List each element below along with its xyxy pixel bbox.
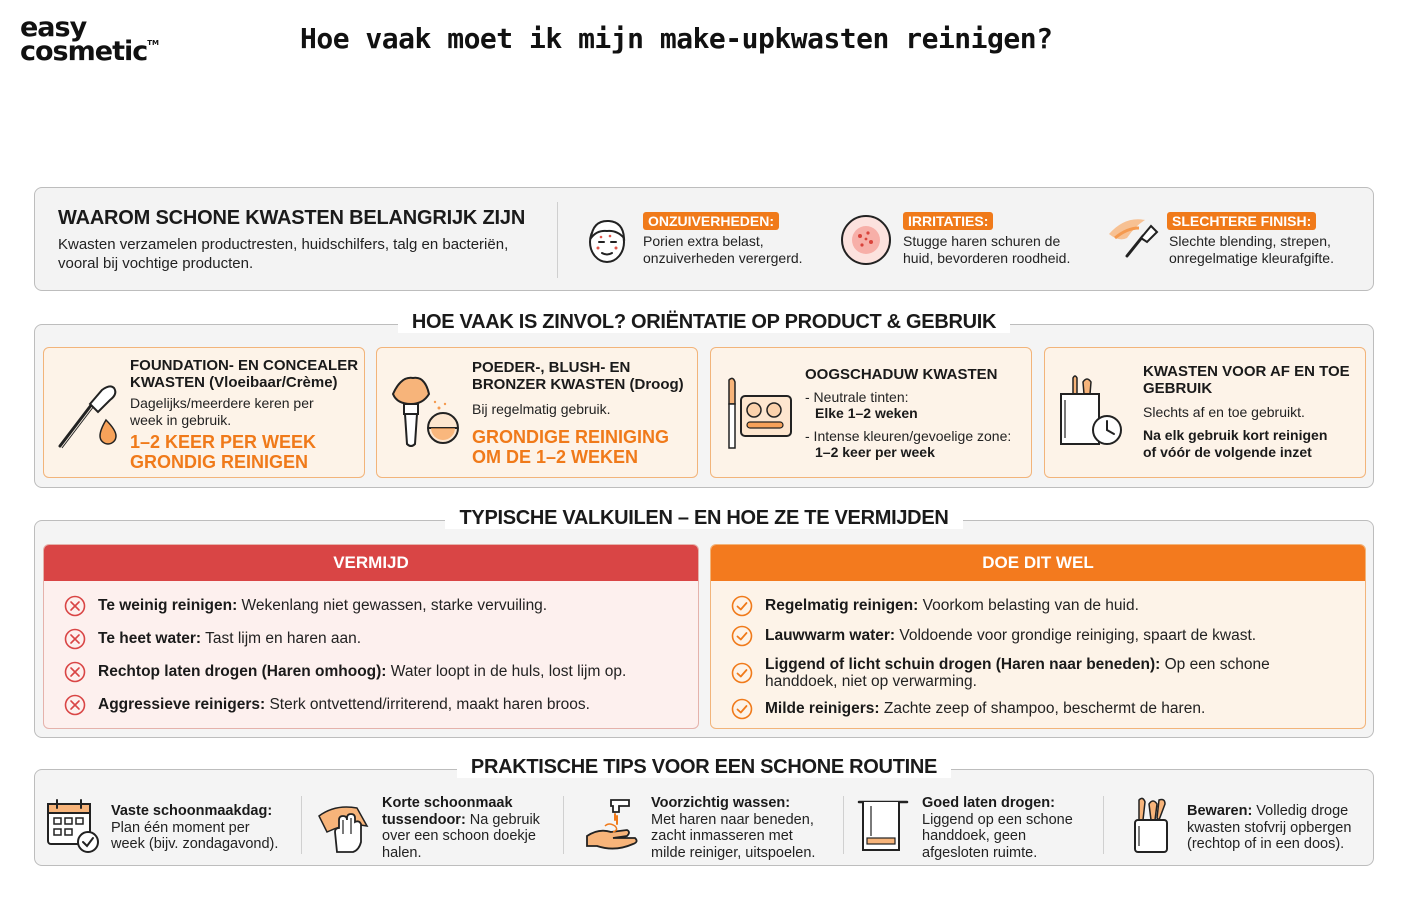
tip-schedule xyxy=(45,792,305,860)
avoid-item-bold: Te heet water: xyxy=(98,630,202,647)
foundation-brush-icon xyxy=(54,374,126,452)
tip-separator xyxy=(1103,796,1104,854)
card-bold: Elke 1–2 weken xyxy=(815,405,918,421)
effect-line: onregelmatige kleurafgifte. xyxy=(1169,250,1334,266)
tip-line: handdoek, geen xyxy=(922,828,1027,844)
effect-line: Slechte blending, strepen, xyxy=(1169,233,1331,249)
do-item-bold: Milde reinigers: xyxy=(765,700,880,717)
tip-line: Plan één moment per xyxy=(111,819,250,836)
do-item xyxy=(731,597,1139,617)
card-text: week in gebruik. xyxy=(130,412,232,428)
tip-wash xyxy=(585,792,845,860)
card-title: BRONZER KWASTEN (Droog) xyxy=(472,376,684,393)
do-header: DOE DIT WEL xyxy=(711,545,1365,581)
effect-line: huid, bevorderen roodheid. xyxy=(903,250,1071,266)
frequency-panel xyxy=(34,311,1374,488)
tip-quick-clean xyxy=(317,792,577,860)
frequency-heading: HOE VAAK IS ZINVOL? ORIËNTATIE OP PRODUCT & GEBRUIK xyxy=(398,311,1010,333)
frequency-card-powder xyxy=(376,347,698,478)
brush-streak-icon xyxy=(1105,212,1161,268)
frequency-card-eyeshadow xyxy=(710,347,1032,478)
tip-line: Na gebruik xyxy=(465,811,540,828)
brand-logo xyxy=(20,12,159,68)
tips-panel xyxy=(34,756,1374,866)
tip-title: Voorzichtig wassen: xyxy=(651,795,791,811)
frequency-card-foundation xyxy=(43,347,365,478)
card-bold: Na elk gebruik kort reinigen xyxy=(1143,427,1328,443)
check-circle-icon xyxy=(731,662,753,684)
tip-separator xyxy=(843,796,844,854)
card-title: FOUNDATION- EN CONCEALER xyxy=(130,357,359,374)
towel-rack-icon xyxy=(857,796,913,856)
eyeshadow-palette-icon xyxy=(721,374,793,452)
tip-separator xyxy=(301,796,302,854)
avoid-item xyxy=(64,696,590,716)
do-item-text: handdoek, niet op verwarming. xyxy=(765,673,977,690)
cross-circle-icon xyxy=(64,694,86,716)
avoid-item xyxy=(64,630,361,650)
tip-storage xyxy=(1129,792,1369,860)
card-text: Bij regelmatig gebruik. xyxy=(472,401,611,417)
calendar-check-icon xyxy=(45,796,101,856)
brand-line1: easy xyxy=(20,12,87,43)
do-item-text: Voldoende voor grondige reiniging, spaart de kwast. xyxy=(895,627,1257,644)
pitfalls-panel xyxy=(34,507,1374,738)
effect-finish xyxy=(1105,212,1370,272)
do-item-text: Voorkom belasting van de huid. xyxy=(918,597,1139,614)
page-title: Hoe vaak moet ik mijn make-upkwasten reinigen? xyxy=(300,22,1053,55)
avoid-item-text: Tast lijm en haren aan. xyxy=(201,630,362,647)
effect-line: Porien extra belast, xyxy=(643,233,764,249)
check-circle-icon xyxy=(731,698,753,720)
card-emphasis: OM DE 1–2 WEKEN xyxy=(472,447,639,467)
tip-line: Volledig droge xyxy=(1252,803,1349,819)
do-item xyxy=(731,656,1270,690)
effect-badge: SLECHTERE FINISH: xyxy=(1167,212,1316,230)
do-item xyxy=(731,627,1256,647)
card-emphasis: GRONDIG REINIGEN xyxy=(130,452,309,472)
card-emphasis: 1–2 KEER PER WEEK xyxy=(130,432,317,452)
do-column xyxy=(710,544,1366,729)
avoid-item xyxy=(64,597,547,617)
hand-wipe-icon xyxy=(317,796,373,856)
card-bold: of vóór de volgende inzet xyxy=(1143,444,1312,460)
tip-line: Met haren naar beneden, xyxy=(651,811,814,828)
faucet-wash-icon xyxy=(585,796,641,856)
avoid-item-text: Sterk ontvettend/irriterend, maakt haren broos. xyxy=(265,696,590,713)
tip-title: Korte schoonmaak xyxy=(382,795,513,811)
effect-badge: IRRITATIES: xyxy=(903,212,993,230)
tip-line: milde reiniger, uitspoelen. xyxy=(651,844,816,861)
tip-title: Bewaren: xyxy=(1187,803,1253,819)
tip-line: afgesloten ruimte. xyxy=(922,844,1038,861)
why-text: Kwasten verzamelen productresten, huidschilfers, talg en bacteriën, vooral bij vochtige producten. xyxy=(58,236,509,272)
why-title: WAAROM SCHONE KWASTEN BELANGRIJK ZIJN xyxy=(58,207,526,229)
tip-line: over een schoon doekje xyxy=(382,828,536,844)
brush-cup-icon xyxy=(1129,796,1185,856)
do-item-bold: Liggend of licht schuin drogen (Haren naar beneden): xyxy=(765,656,1161,673)
card-title: GEBRUIK xyxy=(1143,380,1213,397)
cross-circle-icon xyxy=(64,628,86,650)
avoid-item-text: Wekenlang niet gewassen, starke vervuiling. xyxy=(237,597,548,614)
check-circle-icon xyxy=(731,595,753,617)
card-title: KWASTEN (Vloeibaar/Crème) xyxy=(130,374,338,391)
face-impurities-icon xyxy=(583,212,639,268)
powder-brush-icon xyxy=(387,374,459,452)
irritated-skin-icon xyxy=(840,212,896,268)
tips-heading: PRAKTISCHE TIPS VOOR EEN SCHONE ROUTINE xyxy=(457,756,951,778)
do-item-text: Zachte zeep of shampoo, beschermt de haren. xyxy=(879,700,1206,717)
why-divider xyxy=(557,202,558,278)
effect-irritation xyxy=(840,212,1090,272)
avoid-item xyxy=(64,663,626,683)
tip-line: zacht inmasseren met xyxy=(651,828,793,844)
cross-circle-icon xyxy=(64,661,86,683)
check-circle-icon xyxy=(731,625,753,647)
tip-line: (rechtop of in een doos). xyxy=(1187,836,1345,852)
card-title: OOGSCHADUW KWASTEN xyxy=(805,366,998,383)
frequency-card-occasional xyxy=(1044,347,1366,478)
brand-line2: cosmetic xyxy=(20,36,148,68)
avoid-item-bold: Rechtop laten drogen (Haren omhoog): xyxy=(98,663,387,680)
why-panel xyxy=(34,187,1374,291)
tip-line: halen. xyxy=(382,844,422,861)
tip-title: Vaste schoonmaakdag: xyxy=(111,803,273,819)
avoid-column xyxy=(43,544,699,729)
do-item-bold: Regelmatig reinigen: xyxy=(765,597,919,614)
avoid-item-bold: Aggressieve reinigers: xyxy=(98,696,266,713)
effect-badge: ONZUIVERHEDEN: xyxy=(643,212,779,230)
tip-line: Liggend op een schone xyxy=(922,811,1073,828)
card-emphasis: GRONDIGE REINIGING xyxy=(472,427,670,447)
card-text: Dagelijks/meerdere keren per xyxy=(130,395,314,411)
avoid-item-bold: Te weinig reinigen: xyxy=(98,597,238,614)
tip-separator xyxy=(563,796,564,854)
effect-line: onzuiverheden verergerd. xyxy=(643,250,803,266)
card-text: - Intense kleuren/gevoelige zone: xyxy=(805,428,1012,444)
do-item-text: Op een schone xyxy=(1160,656,1270,673)
card-bold: 1–2 keer per week xyxy=(815,444,935,460)
effect-line: Stugge haren schuren de xyxy=(903,233,1061,249)
card-title: POEDER-, BLUSH- EN xyxy=(472,359,631,376)
card-text: Slechts af en toe gebruikt. xyxy=(1143,404,1305,420)
effect-impurities xyxy=(583,212,823,272)
brand-trademark: TM xyxy=(147,39,159,48)
pitfalls-heading: TYPISCHE VALKUILEN – EN HOE ZE TE VERMIJDEN xyxy=(445,507,962,529)
brush-cup-clock-icon xyxy=(1055,374,1127,452)
tip-line: kwasten stofvrij opbergen xyxy=(1187,819,1352,836)
avoid-header: VERMIJD xyxy=(44,545,698,581)
do-item-bold: Lauwwarm water: xyxy=(765,627,896,644)
tip-title: tussendoor: xyxy=(382,811,466,828)
card-text: - Neutrale tinten: xyxy=(805,389,909,405)
cross-circle-icon xyxy=(64,595,86,617)
tip-line: week (bijv. zondagavond). xyxy=(111,836,279,852)
card-title: KWASTEN VOOR AF EN TOE xyxy=(1143,363,1350,380)
tip-dry xyxy=(857,792,1107,860)
tip-title: Goed laten drogen: xyxy=(922,795,1055,811)
do-item xyxy=(731,700,1205,720)
avoid-item-text: Water loopt in de huls, lost lijm op. xyxy=(386,663,627,680)
